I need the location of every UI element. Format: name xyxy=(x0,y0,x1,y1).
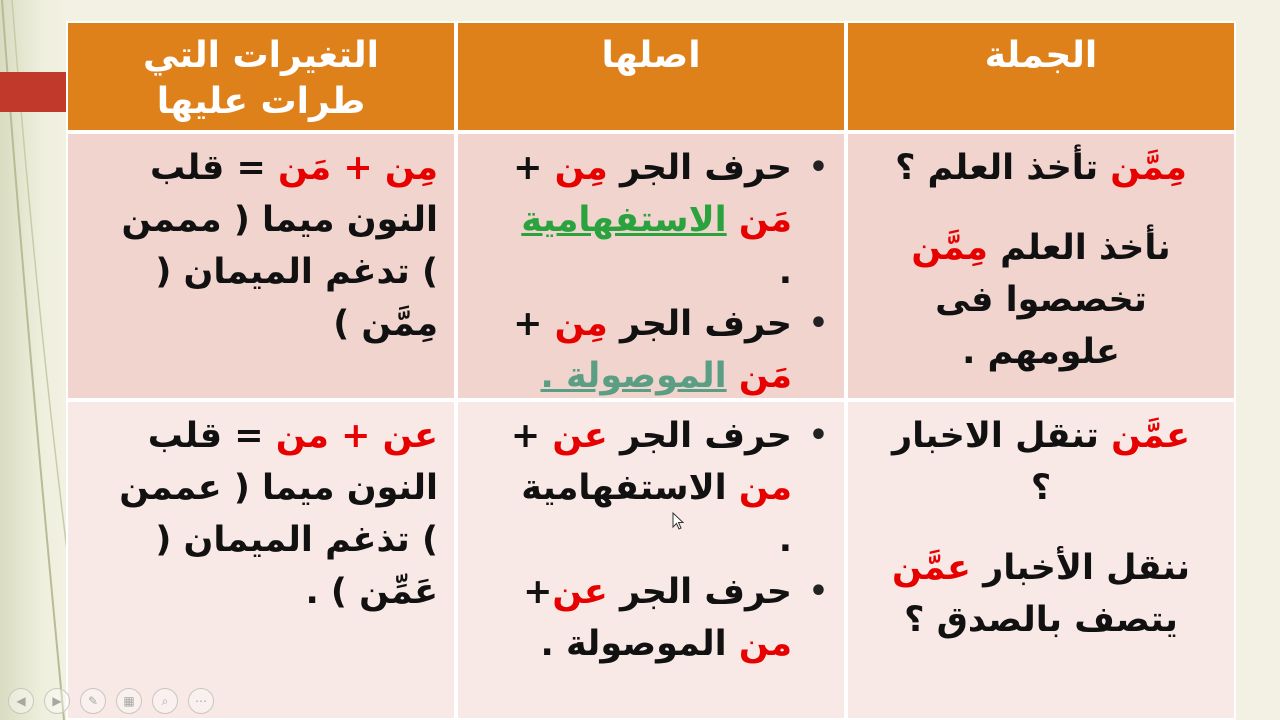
row1-origin-bullet2 xyxy=(474,298,828,400)
row2-origin-b1-b: + xyxy=(510,416,553,456)
row1-origin-b1-red2: مَن xyxy=(726,200,792,240)
slide-accent-tab xyxy=(0,72,72,112)
row2-origin-b2-red: عن xyxy=(552,572,608,612)
row1-origin-b1-red: مِن xyxy=(554,148,608,188)
row2-sentence-red2: عمَّن xyxy=(892,548,971,588)
row1-origin-b2-teal: الموصولة . xyxy=(540,356,727,396)
row2-origin-b2-rest: الموصولة . xyxy=(540,624,739,664)
row1-changes-line3: ) تدغم الميمان ( xyxy=(155,252,438,292)
row1-changes-line4: مِمَّن ) xyxy=(333,304,438,344)
slides-icon[interactable]: ▦ xyxy=(116,688,142,714)
row1-origin-b1-a: حرف الجر xyxy=(607,148,792,188)
header-changes-line1: التغيرات التي xyxy=(143,35,379,76)
mouse-cursor-icon xyxy=(672,512,684,530)
row2-sentence-line4: يتصف بالصدق ؟ xyxy=(904,600,1178,640)
row2-sentence-rest1: تنقل الاخبار xyxy=(892,416,1112,456)
row2-origin-b1-a: حرف الجر xyxy=(607,416,792,456)
pen-icon[interactable]: ✎ xyxy=(80,688,106,714)
grammar-table xyxy=(66,21,1236,720)
more-icon[interactable]: ⋯ xyxy=(188,688,214,714)
row1-changes-cell xyxy=(66,132,456,400)
row2-origin-b1-red: عن xyxy=(552,416,608,456)
row2-origin-b2-red2: من xyxy=(738,624,792,664)
row2-changes-line1 xyxy=(84,410,438,462)
row1-sentence-line4: علومهم . xyxy=(962,332,1120,372)
header-changes-line2: طرات عليها xyxy=(156,81,366,122)
row2-sentence-red1: عمَّن xyxy=(1111,416,1190,456)
header-sentence xyxy=(846,21,1236,132)
row1-changes-red1: مِن + مَن xyxy=(277,148,438,188)
row1-sentence-line3: تخصصوا فى xyxy=(935,280,1147,320)
row2-sentence-l3: ننقل الأخبار xyxy=(970,548,1190,588)
row1-sentence-line1 xyxy=(858,142,1224,194)
header-origin-text: اصلها xyxy=(601,35,701,76)
row1-origin-b1-b: + xyxy=(513,148,555,188)
row2-origin-bullet2 xyxy=(474,566,828,670)
play-icon[interactable]: ▶ xyxy=(44,688,70,714)
row2-sentence-line2: ؟ xyxy=(1030,468,1052,508)
row2-origin-b1-dot: . xyxy=(778,520,792,560)
zoom-icon[interactable]: ⌕ xyxy=(152,688,178,714)
slideshow-toolbar xyxy=(8,688,214,714)
row2-origin-b2-b: + xyxy=(523,572,553,612)
row1-changes-line2: النون ميما ( مممن xyxy=(121,200,438,240)
row1-origin-b1-dot: . xyxy=(778,252,792,292)
row1-origin-b2-red2: مَن xyxy=(726,356,792,396)
row2-sentence-line3 xyxy=(858,542,1224,594)
row1-origin-b2-a: حرف الجر xyxy=(607,304,792,344)
row2-changes-cell xyxy=(66,400,456,720)
row1-origin-bullet1 xyxy=(474,142,828,298)
row2-origin-cell xyxy=(456,400,846,720)
row2-origin-bullet1 xyxy=(474,410,828,566)
row1-changes-line1 xyxy=(84,142,438,194)
row1-sentence-cell xyxy=(846,132,1236,400)
row2-origin-b1-rest: الاستفهامية xyxy=(521,468,739,508)
row1-sentence-red2: مِمَّن xyxy=(911,228,988,268)
row1-origin-b1-green: الاستفهامية xyxy=(521,200,727,240)
row1-origin-cell xyxy=(456,132,846,400)
row2-origin-b2-a: حرف الجر xyxy=(607,572,792,612)
header-changes xyxy=(66,21,456,132)
row2-changes-line4: عَمِّن ) . xyxy=(305,572,438,612)
row2-changes-red1: عن + من xyxy=(275,416,438,456)
row2-changes-line3: ) تذغم الميمان ( xyxy=(155,520,438,560)
row1-sentence-rest1: تأخذ العلم ؟ xyxy=(895,148,1111,188)
row2-changes-line2: النون ميما ( عممن xyxy=(119,468,438,508)
row1-changes-rest1: = قلب xyxy=(150,148,278,188)
row1-sentence-line2 xyxy=(858,222,1224,274)
back-icon[interactable]: ◀ xyxy=(8,688,34,714)
header-sentence-text: الجملة xyxy=(984,35,1098,76)
row1-sentence-red1: مِمَّن xyxy=(1110,148,1187,188)
row2-changes-rest1: = قلب xyxy=(147,416,276,456)
row2-sentence-line1 xyxy=(858,410,1224,462)
row2-sentence-cell xyxy=(846,400,1236,720)
row1-sentence-l2: نأخذ العلم xyxy=(987,228,1171,268)
header-origin xyxy=(456,21,846,132)
row1-origin-b2-b: + xyxy=(513,304,555,344)
row1-origin-b2-red: مِن xyxy=(554,304,608,344)
row2-origin-b1-red2: من xyxy=(738,468,792,508)
